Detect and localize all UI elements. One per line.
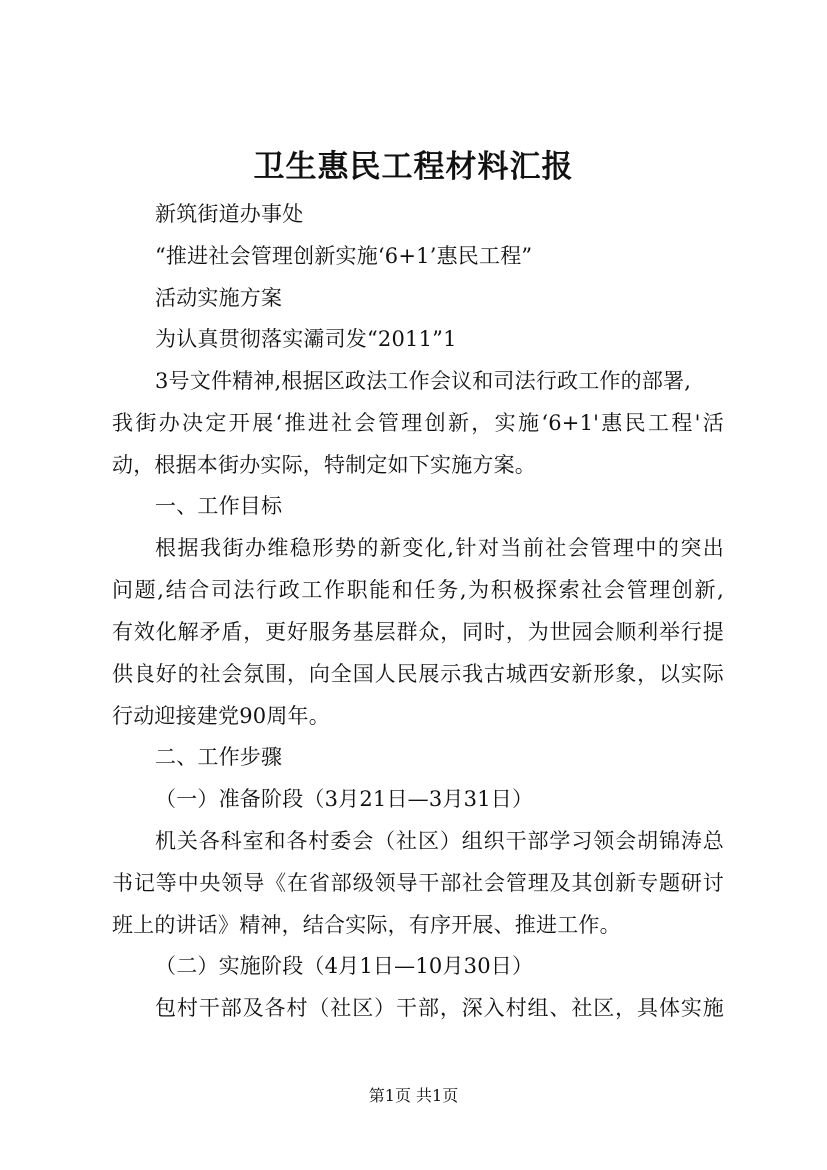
page-footer: 第1页 共1页 xyxy=(368,1086,459,1105)
paragraph-line: “推进社会管理创新实施‘6+1’惠民工程” xyxy=(155,244,533,268)
paragraph-line: 行动迎接建党90周年。 xyxy=(112,704,330,728)
paragraph-line: 为认真贯彻落实灞司发“2011”1 xyxy=(155,327,457,351)
paragraph-line: 书记等中央领导《在省部级领导干部社会管理及其创新专题研讨 xyxy=(112,871,724,895)
paragraph-line: 3号文件精神,根据区政法工作会议和司法行政工作的部署, xyxy=(155,369,692,393)
paragraph-line: 班上的讲话》精神，结合实际，有序开展、推进工作。 xyxy=(112,913,621,937)
section-heading: 二、工作步骤 xyxy=(155,745,283,769)
paragraph-line: 供良好的社会氛围，向全国人民展示我古城西安新形象，以实际 xyxy=(112,662,724,686)
paragraph-line: 动，根据本街办实际，特制定如下实施方案。 xyxy=(112,453,536,477)
paragraph-line: 我街办决定开展‘推进社会管理创新，实施‘6+1'惠民工程'活 xyxy=(112,411,724,435)
paragraph-line: 活动实施方案 xyxy=(155,286,283,310)
paragraph-line: 新筑街道办事处 xyxy=(155,202,304,226)
paragraph-line: 机关各科室和各村委会（社区）组织干部学习领会胡锦涛总 xyxy=(155,829,724,853)
section-heading: 一、工作目标 xyxy=(155,494,283,518)
paragraph-line: 有效化解矛盾，更好服务基层群众，同时，为世园会顺利举行提 xyxy=(112,620,724,644)
paragraph-line: 根据我街办维稳形势的新变化,针对当前社会管理中的突出 xyxy=(155,536,724,560)
subsection-heading: （二）实施阶段（4月1日—10月30日） xyxy=(155,954,534,978)
document-title: 卫生惠民工程材料汇报 xyxy=(253,149,574,185)
subsection-heading: （一）准备阶段（3月21日—3月31日） xyxy=(155,787,534,811)
paragraph-line: 包村干部及各村（社区）干部，深入村组、社区，具体实施 xyxy=(155,996,724,1020)
paragraph-line: 问题,结合司法行政工作职能和任务,为积极探索社会管理创新, xyxy=(112,578,724,602)
